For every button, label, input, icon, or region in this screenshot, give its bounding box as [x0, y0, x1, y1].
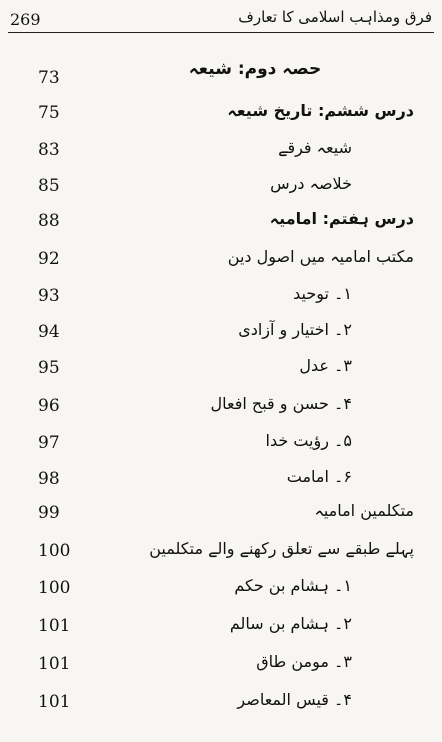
- toc-entry: [0, 352, 442, 386]
- toc-page: 100: [38, 578, 71, 598]
- toc-entry: [0, 97, 442, 131]
- toc-entry: [0, 243, 442, 277]
- toc-label: ۲۔ ہشام بن سالم: [229, 614, 352, 633]
- toc-page: 88: [38, 211, 60, 231]
- toc-entry: [0, 648, 442, 682]
- page-number: 269: [10, 10, 41, 29]
- toc-page: 93: [38, 286, 60, 306]
- toc-page: 75: [38, 103, 60, 123]
- toc-entry: [0, 686, 442, 720]
- toc-entry: [0, 427, 442, 461]
- toc-entry: [0, 316, 442, 350]
- toc-page: 101: [38, 692, 71, 712]
- toc-label: درس ہفتم: امامیہ: [269, 209, 414, 228]
- toc-page: 97: [38, 433, 60, 453]
- toc-entry: [0, 610, 442, 644]
- toc-label: مکتب امامیہ میں اصول دین: [227, 247, 414, 266]
- part-title: حصہ دوم: شیعہ: [188, 59, 322, 79]
- toc-label: ۳۔ عدل: [299, 356, 352, 375]
- toc-label: ۲۔ اختیار و آزادی: [238, 320, 352, 339]
- toc-entry: [0, 134, 442, 168]
- toc-page: 73: [38, 68, 60, 88]
- toc-label: متکلمین امامیہ: [314, 501, 414, 520]
- toc-page: 100: [38, 541, 71, 561]
- toc-page: 85: [38, 176, 60, 196]
- toc-label: ۶۔ امامت: [286, 467, 352, 486]
- toc-page: 96: [38, 396, 60, 416]
- toc-entry: [0, 572, 442, 606]
- toc-entry: [0, 205, 442, 239]
- toc-label: ۵۔ رؤیت خدا: [265, 431, 352, 450]
- toc-page: 95: [38, 358, 60, 378]
- toc-page: 101: [38, 654, 71, 674]
- toc-entry: [0, 280, 442, 314]
- toc-label: درس ششم: تاریخ شیعہ: [227, 101, 414, 120]
- toc-page: 98: [38, 469, 60, 489]
- toc-page: 92: [38, 249, 60, 269]
- toc-entry: [0, 170, 442, 204]
- toc-page: 99: [38, 503, 60, 523]
- toc-entry: [0, 535, 442, 569]
- toc-entry: [0, 62, 442, 96]
- toc-label: ۴۔ حسن و قبح افعال: [210, 394, 352, 413]
- toc-entry: [0, 390, 442, 424]
- toc-page: 83: [38, 140, 60, 160]
- toc-label: ۱۔ ہشام بن حکم: [234, 576, 352, 595]
- toc-page: 94: [38, 322, 60, 342]
- toc-page: 101: [38, 616, 71, 636]
- toc-entry: [0, 463, 442, 497]
- book-title: فرق ومذاہب اسلامی کا تعارف: [238, 8, 432, 26]
- toc-label: ۱۔ توحید: [293, 284, 352, 303]
- toc-label: خلاصہ درس: [270, 174, 352, 193]
- toc-label: شیعہ فرقے: [278, 138, 352, 157]
- toc-label: پہلے طبقے سے تعلق رکھنے والے متکلمین: [149, 539, 414, 558]
- toc-label: ۳۔ مومن طاق: [256, 652, 352, 671]
- toc-label: ۴۔ قیس المعاصر: [237, 690, 352, 709]
- toc-entry: [0, 497, 442, 531]
